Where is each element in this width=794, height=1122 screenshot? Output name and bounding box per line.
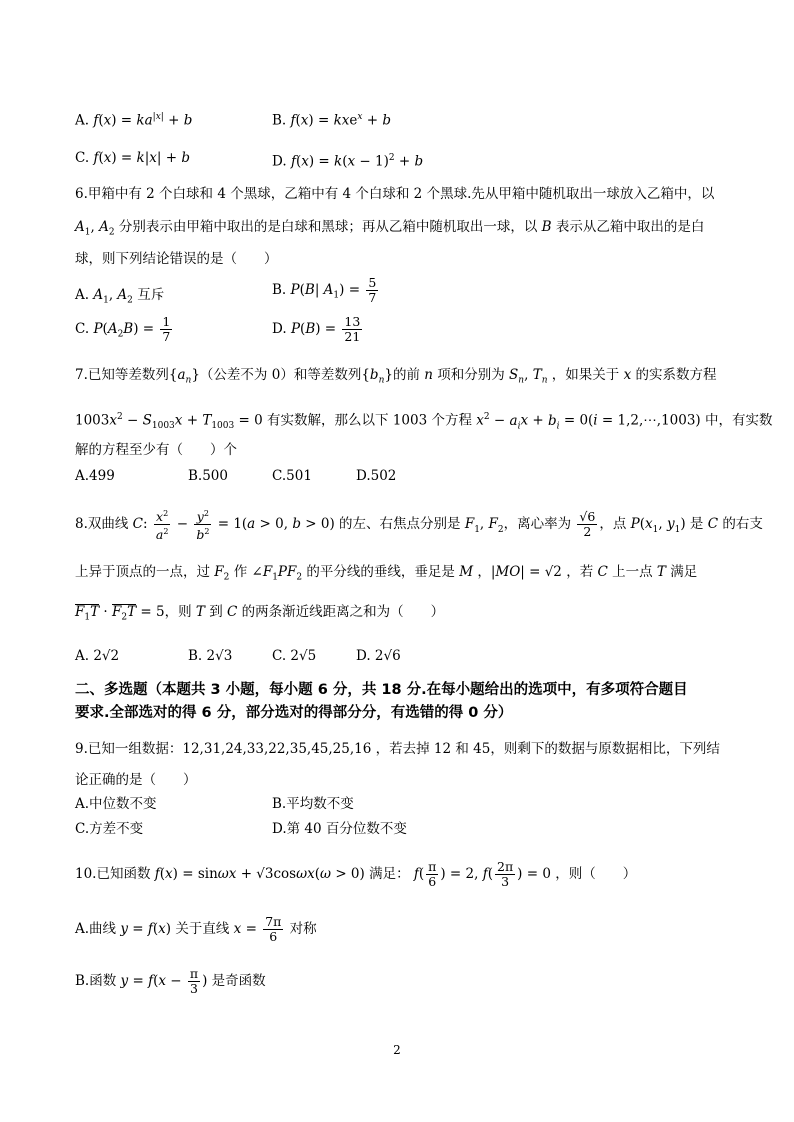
q10-option-a: A.曲线 y = f(x) 关于直线 x = $\frac{7\pi}{6}$ 对称: [75, 914, 317, 944]
q8-option-b: B. 2√3: [188, 648, 233, 664]
q10-stem-line1: 10.已知函数 f(x) = sinωx + √3cosωx(ω > 0) 满足： f( $\frac{\pi}{6}$ ) = 2, f( $\frac{2\pi}{3}$ ) = 0 ，则（ ）: [75, 859, 637, 889]
q6-stem-line3: 球，则下列结论错误的是（ ）: [75, 251, 278, 267]
q5-option-c: C. f(x) = k|x| + b: [75, 150, 190, 166]
q7-option-d: D.502: [356, 468, 397, 484]
q7-stem-line3: 解的方程至少有（ ）个: [75, 442, 237, 458]
section-heading-line2: 要求.全部选对的得 6 分，部分选对的得部分分，有选错的得 0 分）: [75, 705, 513, 721]
q6-option-b: B. P(B| $A_1$) = $\frac{5}{7}$: [272, 275, 377, 305]
q6-option-d: D. P(B) = $\frac{13}{21}$: [272, 314, 361, 344]
q8-option-d: D. 2√6: [356, 648, 401, 664]
q8-option-c: C. 2√5: [272, 648, 317, 664]
q8-option-a: A. 2√2: [75, 648, 120, 664]
q5-option-d: D. $f(x) = k(x - 1)^2 + b$: [272, 153, 424, 170]
q6-option-a: A. $A_1$, $A_2$ 互斥: [75, 287, 165, 306]
q7-option-b: B.500: [188, 468, 228, 484]
q7-stem-line1: 7.已知等差数列$\{a_n\}$（公差不为 0）和等差数列$\{b_n\}$的前 n 项和分别为 $S_n$, $T_n$ ，如果关于 x 的实系数方程: [75, 367, 717, 386]
q6-option-c: C. $P(A_2B)$ = $\frac{1}{7}$: [75, 314, 171, 344]
q9-stem-line1: 9.已知一组数据：12,31,24,33,22,35,45,25,16 ，若去掉 12 和 45，则剩下的数据与原数据相比，下列结: [75, 741, 720, 757]
q7-option-a: A.499: [75, 468, 115, 484]
page-number: 2: [393, 1043, 401, 1057]
q6-stem-line2: $A_1$, $A_2$ 分别表示由甲箱中取出的是白球和黑球；再从乙箱中随机取出一球，以 B 表示从乙箱中取出的是白: [75, 219, 705, 238]
q9-option-a: A.中位数不变: [75, 796, 157, 812]
q7-stem-line2: $1003x^2 - S_{1003}x + T_{1003} = 0$ 有实数解，那么以下 1003 个方程 $x^2 - a_ix + b_i = 0(i$ = 1,2,⋯,1003) 中，有实数: [75, 412, 773, 432]
q8-stem-line1: 8.双曲线 C: $\frac{x^2}{a^2}$ − $\frac{y^2}{b^2}$ = 1(a > 0, b > 0) 的左、右焦点分别是 $F_1$, $F_2$，离心率为 $\frac{√6}{2}$ ，点 $P(x_1$, $y_1$) 是 C 的右支: [75, 509, 763, 543]
q8-stem-line3: $F_1T \cdot F_2T = 5$，则 T 到 C 的两条渐近线距离之和为（ ）: [75, 604, 445, 623]
q6-stem-line1: 6.甲箱中有 2 个白球和 4 个黑球，乙箱中有 4 个白球和 2 个黑球.先从甲箱中随机取出一球放入乙箱中，以: [75, 186, 715, 202]
q10-option-b: B.函数 y = f(x − $\frac{\pi}{3}$ ) 是奇函数: [75, 966, 266, 996]
q9-option-b: B.平均数不变: [272, 796, 354, 812]
q9-option-d: D.第 40 百分位数不变: [272, 821, 407, 837]
q8-stem-line2: 上异于顶点的一点，过 $F_2$ 作 $\angle F_1PF_2$ 的平分线的垂线，垂足是 M ，|MO| = √2 ，若 C 上一点 T 满足: [75, 564, 698, 583]
q7-option-c: C.501: [272, 468, 312, 484]
section-heading-line1: 二、多选题（本题共 3 小题，每小题 6 分，共 18 分.在每小题给出的选项中，有多项符合题目: [75, 682, 688, 698]
q9-option-c: C.方差不变: [75, 821, 144, 837]
q5-option-a: A. $f(x) = ka^{|x|} + b$: [75, 112, 193, 129]
q5-option-b: B. f(x) = kxe$^x$ + b: [272, 112, 392, 129]
q9-stem-line2: 论正确的是（ ）: [75, 772, 197, 788]
